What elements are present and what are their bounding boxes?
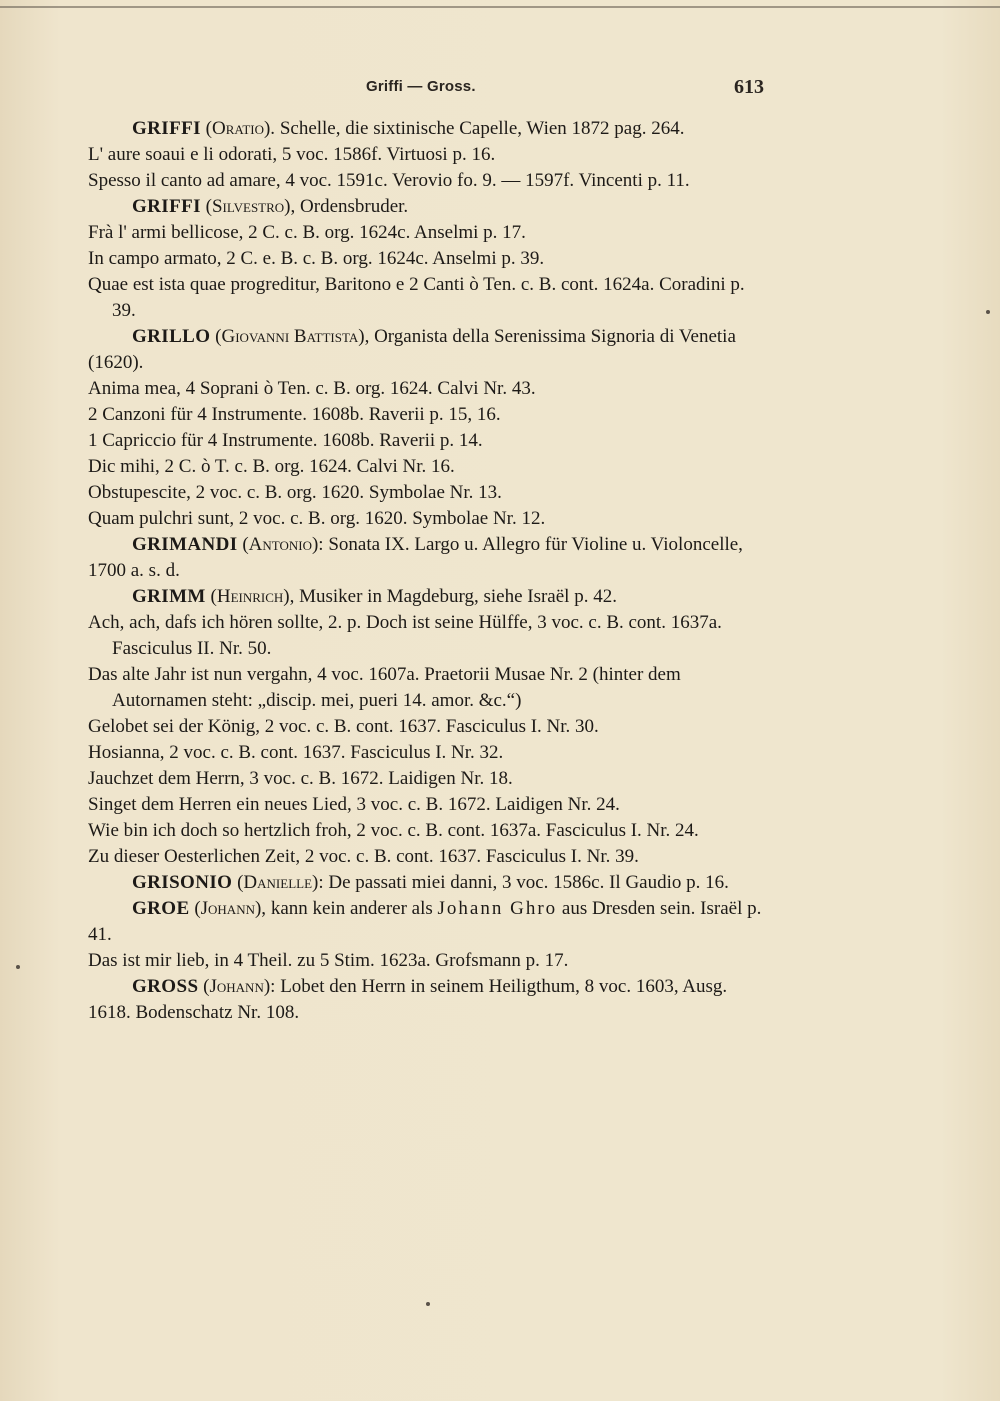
margin-speck — [986, 310, 990, 314]
work-entry: In campo armato, 2 C. e. B. c. B. org. 1624c. Anselmi p. 39. — [88, 248, 545, 269]
composer-given-name: (Silvestro), — [205, 196, 296, 217]
running-head: Griffi — Gross. — [366, 78, 476, 95]
composer-description: De passati miei danni, 3 voc. 1586c. Il Gaudio p. 16. — [323, 872, 729, 893]
work-entry: Jauchzet dem Herrn, 3 voc. c. B. 1672. Laidigen Nr. 18. — [88, 768, 513, 789]
work-entry: Wie bin ich doch so hertzlich froh, 2 voc. c. B. cont. 1637a. Fasciculus I. Nr. 24. — [88, 820, 699, 841]
composer-entry — [88, 532, 766, 584]
composer-entry — [88, 194, 766, 220]
composer-given-name: (Oratio). — [205, 118, 276, 139]
work-entry: Singet dem Herren ein neues Lied, 3 voc. c. B. 1672. Laidigen Nr. 24. — [88, 794, 620, 815]
margin-speck — [16, 965, 20, 969]
work-entry: Dic mihi, 2 C. ò T. c. B. org. 1624. Calvi Nr. 16. — [88, 456, 455, 477]
composer-description: Lobet den Herrn in seinem Heiligthum, 8 voc. 1603, Ausg. 1618. Bodenschatz Nr. 108. — [88, 976, 728, 1023]
composer-description: Ordensbruder. — [295, 196, 409, 217]
composer-surname: GRISONIO — [132, 872, 233, 893]
composer-description: kann kein anderer als — [266, 898, 438, 919]
composer-given-name: (Giovanni Battista), — [215, 326, 370, 347]
work-entry: Obstupescite, 2 voc. c. B. org. 1620. Symbolae Nr. 13. — [88, 482, 502, 503]
composer-entry — [88, 974, 766, 1026]
page-header — [0, 74, 1000, 104]
composer-surname: GRIFFI — [132, 196, 201, 217]
work-entry: Spesso il canto ad amare, 4 voc. 1591c. Verovio fo. 9. — 1597f. Vincenti p. 11. — [88, 170, 690, 191]
composer-given-name: (Heinrich), — [210, 586, 295, 607]
composer-surname: GRIMANDI — [132, 534, 238, 555]
composer-surname: GRILLO — [132, 326, 211, 347]
work-entry: Gelobet sei der König, 2 voc. c. B. cont. 1637. Fasciculus I. Nr. 30. — [88, 716, 599, 737]
work-entry: 2 Canzoni für 4 Instrumente. 1608b. Raverii p. 15, 16. — [88, 404, 501, 425]
work-entry: Ach, ach, dafs ich hören sollte, 2. p. Doch ist seine Hülffe, 3 voc. c. B. cont. 1637a. Fasciculus II. Nr. 50. — [88, 612, 722, 659]
composer-description: Schelle, die sixtinische Capelle, Wien 1872 pag. 264. — [275, 118, 685, 139]
catalog-text — [88, 116, 766, 1026]
spaced-name: Johann Ghro — [437, 898, 558, 919]
work-entry: Das alte Jahr ist nun vergahn, 4 voc. 1607a. Praetorii Musae Nr. 2 (hinter dem Autornamen steht: „discip. mei, pueri 14. amor. &c.“) — [88, 664, 681, 711]
page-number: 613 — [734, 76, 764, 98]
composer-description: Organista della Serenissima Signoria di Venetia (1620). — [88, 326, 736, 373]
work-entry: Anima mea, 4 Soprani ò Ten. c. B. org. 1624. Calvi Nr. 43. — [88, 378, 536, 399]
top-edge-rule — [0, 6, 1000, 8]
composer-given-name: (Antonio): — [242, 534, 324, 555]
work-entry: Das ist mir lieb, in 4 Theil. zu 5 Stim. 1623a. Grofsmann p. 17. — [88, 950, 569, 971]
composer-entry — [88, 896, 766, 948]
composer-description-continued: aus Dresden sein. Israël p. 41. — [88, 898, 762, 945]
work-entry: L' aure soaui e li odorati, 5 voc. 1586f. Virtuosi p. 16. — [88, 144, 496, 165]
margin-speck — [426, 1302, 430, 1306]
composer-description: Sonata IX. Largo u. Allegro für Violine u. Violoncelle, 1700 a. s. d. — [88, 534, 743, 581]
composer-entry — [88, 324, 766, 376]
composer-given-name: (Johann): — [203, 976, 276, 997]
composer-description: Musiker in Magdeburg, siehe Israël p. 42. — [294, 586, 617, 607]
work-entry: 1 Capriccio für 4 Instrumente. 1608b. Raverii p. 14. — [88, 430, 483, 451]
work-entry: Frà l' armi bellicose, 2 C. c. B. org. 1624c. Anselmi p. 17. — [88, 222, 526, 243]
composer-entry — [88, 870, 766, 896]
composer-surname: GRIMM — [132, 586, 206, 607]
work-entry: Hosianna, 2 voc. c. B. cont. 1637. Fasciculus I. Nr. 32. — [88, 742, 504, 763]
composer-given-name: (Danielle): — [237, 872, 324, 893]
composer-given-name: (Johann), — [194, 898, 267, 919]
work-entry: Quae est ista quae progreditur, Baritono e 2 Canti ò Ten. c. B. cont. 1624a. Coradini p. 39. — [88, 274, 745, 321]
composer-surname: GRIFFI — [132, 118, 201, 139]
work-entry: Quam pulchri sunt, 2 voc. c. B. org. 1620. Symbolae Nr. 12. — [88, 508, 546, 529]
composer-surname: GROE — [132, 898, 190, 919]
composer-entry — [88, 116, 766, 142]
composer-surname: GROSS — [132, 976, 199, 997]
work-entry: Zu dieser Oesterlichen Zeit, 2 voc. c. B. cont. 1637. Fasciculus I. Nr. 39. — [88, 846, 639, 867]
composer-entry — [88, 584, 766, 610]
